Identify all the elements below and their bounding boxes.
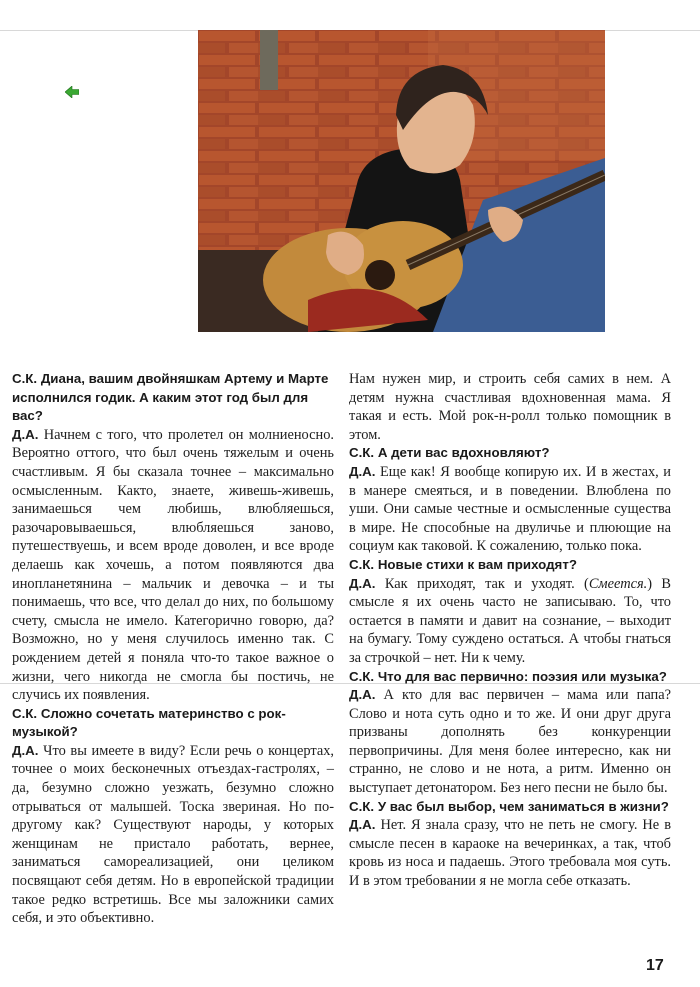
answer-5 (349, 686, 671, 798)
answer-6 (349, 816, 671, 890)
speaker-label: С.К. (12, 371, 38, 386)
answer-3 (349, 463, 671, 556)
question-2 (12, 705, 334, 742)
answer-1 (12, 426, 334, 705)
question-4 (349, 556, 671, 575)
stage-direction: Смеется. (588, 575, 648, 592)
page-number: 17 (646, 957, 664, 974)
speaker-label: Д.А. (349, 817, 376, 833)
answer-text: Нет. Я знала сразу, что не петь не смогу. Не в смысле песен в караоке на вечеринках, а так, чтоб кровь из носа и падаешь. Этого требовала моя суть. И в этом требовании я не могла себе отказать. (349, 817, 671, 890)
speaker-label: С.К. (349, 445, 375, 461)
question-text: Новые стихи к вам приходят? (377, 556, 577, 572)
speaker-label: Д.А. (12, 742, 39, 758)
question-text: Сложно сочетать материнство с рок-музыкой? (12, 705, 286, 740)
answer-2-continued (349, 370, 671, 444)
speaker-label: С.К. (349, 668, 375, 684)
answer-text: Нам нужен мир, и строить себя самих в нем. А детям нужна счастливая вдохновенная мама. Я такая и есть. Мой рок-н-ролл только помощник в этом. (349, 371, 671, 443)
left-column (12, 370, 334, 928)
speaker-label: Д.А. (349, 575, 376, 591)
answer-text: Как приходят, так и уходят. ( (384, 575, 589, 592)
answer-2 (12, 742, 334, 928)
speaker-label: Д.А. (12, 426, 39, 442)
back-arrow-icon[interactable] (65, 86, 79, 98)
question-text: У вас был выбор, чем заниматься в жизни? (377, 798, 669, 814)
question-6 (349, 798, 671, 817)
answer-text: Еще как! Я вообще копирую их. И в жестах, и в манере смеяться, и в поведении. Влюблена по уши. Они самые честные и осмысленные существа в мире. Не способные на двуличье и плюющие на социум как таковой. К сожалению, только пока. (349, 463, 671, 555)
answer-text: А кто для вас первичен – мама или папа? Слово и нота суть одно и то же. И они друг друга призваны дополнять без конкуренции первопричины. Для меня более интересно, как ни странно, не слово и не нота, а ритм. Именно он выступает детонатором. Без него песни не было бы. (349, 687, 671, 797)
question-1 (12, 370, 334, 426)
question-text: А дети вас вдохновляют? (377, 445, 550, 461)
interview-photo (198, 30, 605, 332)
answer-4 (349, 575, 671, 668)
speaker-label: Д.А. (349, 687, 376, 703)
answer-text: Что вы имеете в виду? Если речь о концертах, точнее о моих бесконечных отъездах-гастролях, – да, безумно сложно уезжать, безумно сложно отрываться от малышей. Тоска звериная. Но по-другому как? Существуют народы, у которых женщинам не пристало работать, вернее, заниматься самореализацией, они целиком посвящают себя детям. Но в европейской традиции такое редко встретишь. Все мы заложники самих себя, и это объективно. (12, 742, 334, 927)
answer-text: Начнем с того, что пролетел он молниеносно. Вероятно оттого, что был очень тяжелым и очень счастливым. Я бы сказала точнее – максимально осмысленным. Както, знаете, живешь-живешь, занимаешься чем любишь, влюбляешься, разочаровываешься, влюбляешься заново, путешествуешь, и всем вроде доволен, и все вроде делаешь как хочешь, а потом появляются два инопланетянина – мальчик и девочка – и ты понимаешь, что все, что делал до них, по большому счету, смысла не имело. Категорично говорю, да? Возможно, но у меня случилось именно так. С рождением детей я поняла что-то такое важное о жизни, чего никогда не смогла бы постичь, не случись их появления. (12, 426, 334, 704)
question-text: Диана, вашим двойняшкам Артему и Марте исполнился годик. А каким этот год был для вас? (12, 371, 329, 424)
question-5 (349, 668, 671, 687)
speaker-label: С.К. (12, 705, 38, 721)
speaker-label: С.К. (349, 798, 375, 814)
question-text: Что для вас первично: поэзия или музыка? (377, 668, 667, 684)
speaker-label: С.К. (349, 556, 375, 572)
question-3 (349, 444, 671, 463)
answer-text: ) В смысле я их очень часто не записываю. То, что остается в памяти и давит на сознание, – выходит на бумагу. Тому суждено остаться. А чтобы гнаться за строчкой – нет. Ни к чему. (349, 575, 672, 666)
right-column (349, 370, 671, 891)
speaker-label: Д.А. (349, 463, 376, 479)
